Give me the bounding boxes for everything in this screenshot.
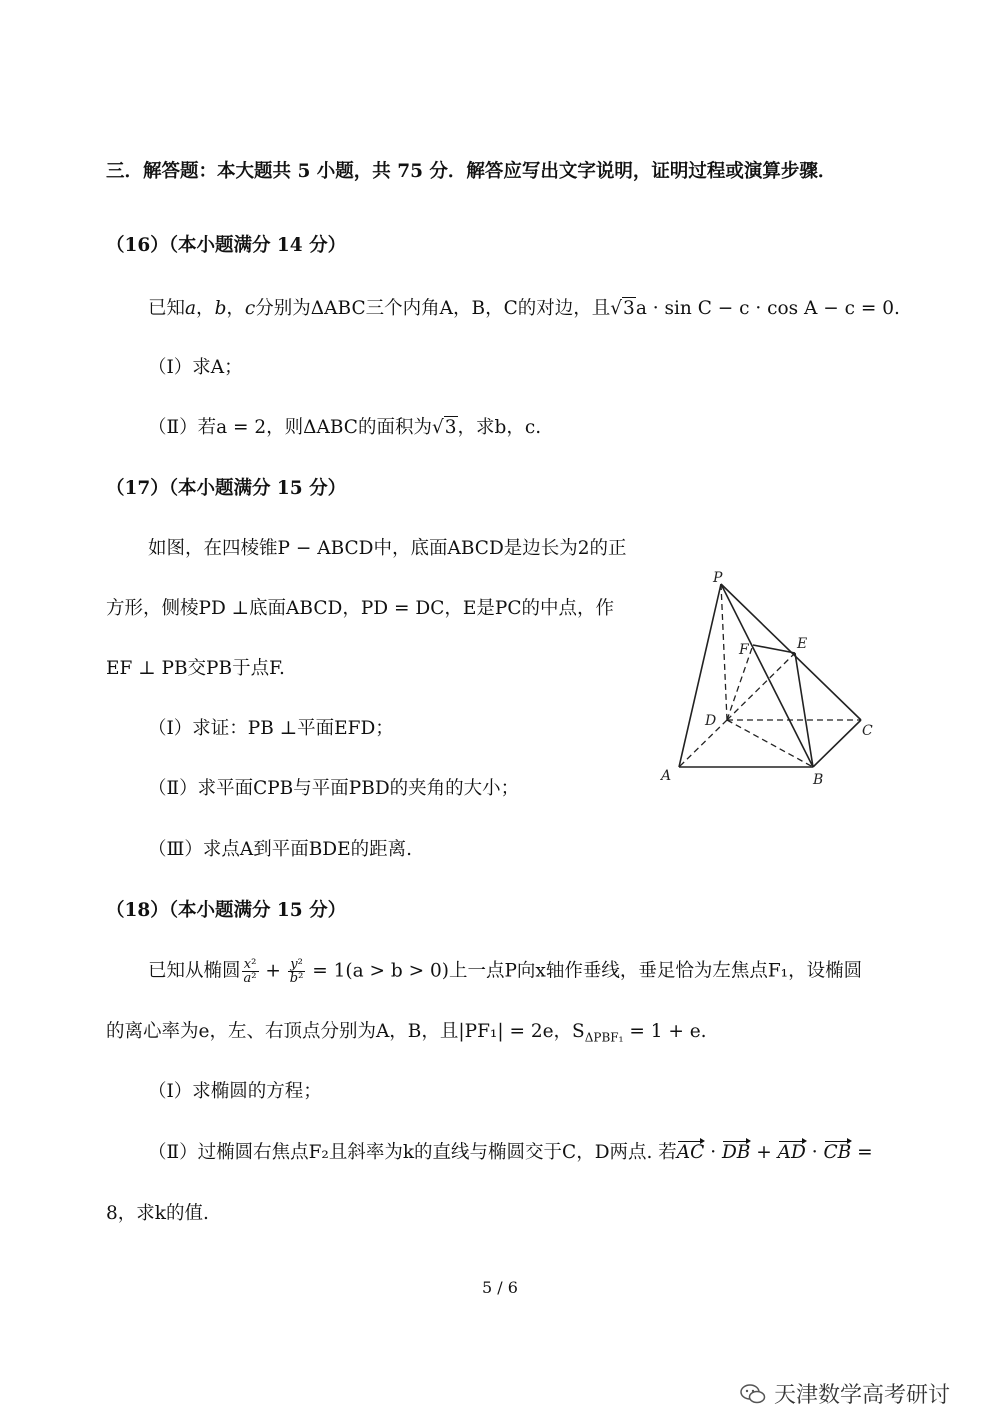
q17-title: （17）（本小题满分 15 分） — [106, 478, 347, 499]
fraction-x2-a2: $\frac{\text{x²}}{\text{a²}}$ — [243, 957, 257, 986]
q16-part1: （Ⅰ）求A； — [148, 357, 243, 378]
edge-PA — [679, 584, 721, 767]
q18-part2: （Ⅱ）过椭圆右焦点F₂且斜率为k的直线与椭圆交于C，D两点. 若AC · DB + AD · CB = — [148, 1142, 873, 1163]
label-A: A — [661, 768, 672, 784]
watermark-text: 天津数学高考研讨 — [774, 1383, 951, 1408]
q18-line2: 的离心率为e，左、右顶点分别为A，B，且|PF₁| = 2e，$S_{\Delta PBF_1} = 1 + e$. — [106, 1021, 707, 1045]
edge-BC — [813, 720, 861, 767]
fraction-y2-b2: $\frac{\text{y²}}{\text{b²}}$ — [289, 957, 304, 986]
q17-part3: （Ⅲ）求点A到平面BDE的距离. — [148, 839, 413, 860]
pyramid-figure — [655, 570, 885, 790]
q17-part2: （Ⅱ）求平面CPB与平面PBD的夹角的大小； — [148, 778, 520, 799]
q16-part2: （Ⅱ）若a = 2，则ΔABC的面积为√3，求b，c. — [148, 417, 542, 438]
q18-title: （18）（本小题满分 15 分） — [106, 900, 347, 921]
edge-PD — [721, 584, 727, 720]
section-header: 三．解答题：本大题共 5 小题，共 75 分．解答应写出文字说明，证明过程或演算步骤． — [106, 161, 837, 182]
edge-DB — [727, 720, 813, 767]
q16-stem: 已知a，b，c分别为ΔABC三个内角A，B，C的对边，且√3a · sin C − c · cos A − c = 0. — [148, 298, 900, 319]
q18-part2-cont: 8，求k的值. — [106, 1203, 209, 1224]
label-P: P — [713, 570, 723, 586]
sqrt-3: √3 — [610, 298, 635, 319]
q18-part1: （Ⅰ）求椭圆的方程； — [148, 1081, 322, 1102]
watermark — [740, 1378, 950, 1409]
label-E: E — [797, 636, 808, 652]
label-B: B — [813, 772, 824, 788]
q17-line2: 方形，侧棱PD ⊥底面ABCD，PD = DC，E是PC的中点，作 — [106, 598, 614, 619]
q16-title: （16）（本小题满分 14 分） — [106, 235, 347, 256]
page-number: 5 / 6 — [482, 1278, 518, 1297]
edge-DA — [679, 720, 727, 767]
q17-part1: （Ⅰ）求证：PB ⊥平面EFD； — [148, 718, 394, 739]
label-D: D — [705, 713, 717, 729]
wechat-icon — [740, 1383, 766, 1405]
label-F: F — [739, 642, 749, 658]
label-C: C — [862, 723, 873, 739]
q17-line1: 如图，在四棱锥P − ABCD中，底面ABCD是边长为2的正 — [148, 538, 627, 559]
q18-line1: 已知从椭圆 $\frac{\text{x²}}{\text{a²}}$ + $\frac{\text{y²}}{\text{b²}}$ = 1(a > b > 0)上一点P向x轴作垂线，垂足恰为左焦点F₁，设椭圆 — [148, 957, 863, 986]
q17-line3: EF ⊥ PB交PB于点F. — [106, 658, 285, 679]
